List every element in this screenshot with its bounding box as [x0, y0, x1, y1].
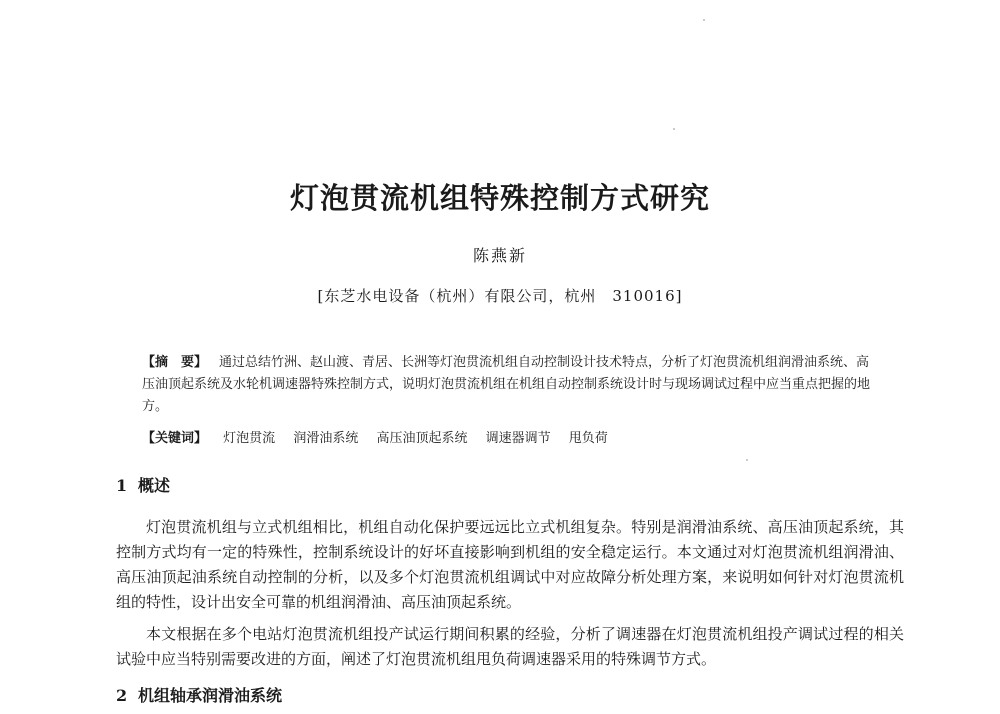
abstract-block: [142, 352, 872, 418]
abstract-label: 【摘 要】: [142, 355, 208, 370]
keyword: 调速器调节: [485, 431, 551, 446]
author-affiliation: [东芝水电设备（杭州）有限公司，杭州 310016]: [317, 287, 683, 305]
keywords-label: 【关键词】: [142, 431, 208, 446]
section-heading-lubrication: [116, 684, 282, 708]
section-number: 1: [116, 476, 128, 495]
keyword: 甩负荷: [568, 431, 608, 446]
body-paragraph: 灯泡贯流机组与立式机组相比，机组自动化保护要远远比立式机组复杂。特别是润滑油系统、高压油顶起系统，其控制方式均有一定的特殊性，控制系统设计的好坏直接影响到机组的安全稳定运行。本文通过对灯泡贯流机组润滑油、高压油顶起油系统自动控制的分析，以及多个灯泡贯流机组调试中对应故障分析处理方案，来说明如何针对灯泡贯流机组的特性，设计出安全可靠的机组润滑油、高压油顶起系统。: [116, 518, 904, 611]
section-title: 机组轴承润滑油系统: [138, 686, 283, 705]
scan-speck: [746, 459, 748, 461]
keyword: 灯泡贯流: [223, 431, 276, 446]
author-name: 陈燕新: [472, 246, 527, 265]
abstract-text: 通过总结竹洲、赵山渡、青居、长洲等灯泡贯流机组自动控制设计技术特点，分析了灯泡贯流机组润滑油系统、高压油顶起系统及水轮机调速器特殊控制方式，说明灯泡贯流机组在机组自动控制系统设计时与现场调试过程中应当重点把握的地方。: [142, 355, 871, 414]
keywords-block: [142, 429, 872, 449]
keyword: 润滑油系统: [293, 431, 359, 446]
section-title: 概述: [138, 476, 171, 495]
paper-title: 灯泡贯流机组特殊控制方式研究: [289, 181, 710, 215]
section-number: 2: [116, 686, 128, 705]
keyword: 高压油顶起系统: [376, 431, 468, 446]
body-paragraph: 本文根据在多个电站灯泡贯流机组投产试运行期间积累的经验，分析了调速器在灯泡贯流机组投产调试过程的相关试验中应当特别需要改进的方面，阐述了灯泡贯流机组甩负荷调速器采用的特殊调节方式。: [116, 625, 904, 668]
scan-speck: [673, 128, 675, 130]
section-heading-overview: [116, 474, 170, 498]
scan-speck: [703, 19, 705, 21]
